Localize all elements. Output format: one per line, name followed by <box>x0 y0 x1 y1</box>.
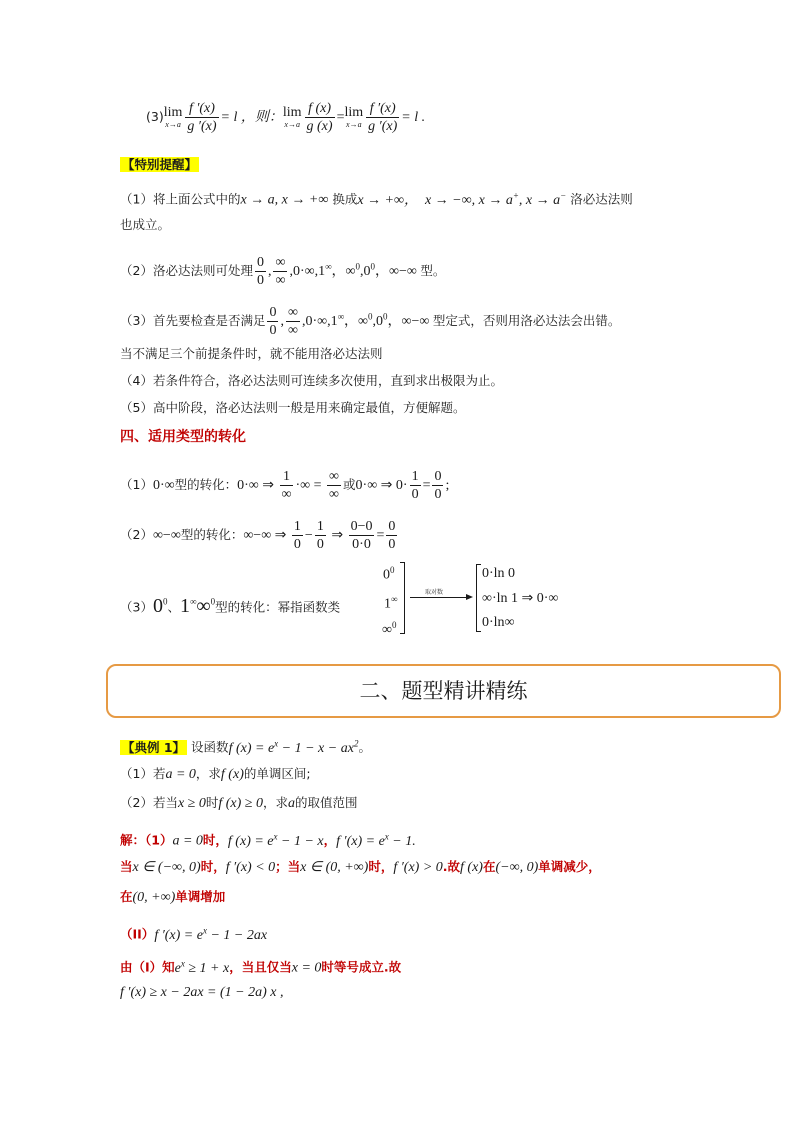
solution-text: 时， <box>200 859 226 874</box>
question-2: （2）若当x ≥ 0时f (x) ≥ 0，求a的取值范围 <box>120 795 358 811</box>
question-text: 的单调区间; <box>243 766 311 781</box>
section-banner: 二、题型精讲精练 <box>106 664 781 718</box>
solution-text: 时等号成立.故 <box>321 959 402 975</box>
fraction: $\frac{f '(x)}{g '(x)}$ <box>368 101 398 134</box>
special-note-label <box>120 156 199 174</box>
case-inf-ln1: ∞·ln 1 ⇒ 0·∞ <box>482 591 559 606</box>
note-text: （2）洛必达法则可处理 <box>120 263 253 278</box>
question-1: （1）若a = 0，求f (x)的单调区间; <box>120 766 311 782</box>
case-0-ln0: 0·ln 0 <box>482 566 516 581</box>
arrow-right-icon <box>466 594 473 600</box>
limit-symbol: lim x→a <box>344 105 364 129</box>
arrow-label: 取对数 <box>425 589 444 596</box>
note-item-2: （2）洛必达法则可处理 $\frac{0}{0}$ , $\frac{\infty}{\infty}$ ,0·∞,1∞，$\infty^0,0^0$，∞−∞ 型。 <box>120 255 446 288</box>
item-number: (3) <box>146 109 164 124</box>
arrow-line <box>410 597 468 598</box>
transform-3: $(3)0^0$、1∞∞$^0$型的转化：幂指函数类 <box>120 594 341 617</box>
solution-text: ；当 <box>275 859 301 874</box>
note-text: 换成 <box>332 191 358 207</box>
solution-line-1: 解：（1）a = 0时，f $(x) = e^x - 1 - x$，f $'(x) = e^x - 1$. <box>120 831 416 849</box>
solution-text: 时， <box>202 832 228 848</box>
example-text: 设函数 <box>191 739 229 755</box>
solution-text: 解：（1） <box>120 832 173 848</box>
note-line-4: 当不满足三个前提条件时，就不能用洛必达法则 <box>120 346 383 361</box>
note-text: （1）将上面公式中的 <box>120 191 241 207</box>
note-item-5: （5）高中阶段，洛必达法则一般是用来确定最值，方便解题。 <box>120 400 466 415</box>
limit-symbol: lim x→a <box>163 105 183 129</box>
question-text: ，求 <box>263 795 289 810</box>
solution-line-6: f ′(x) ≥ x − 2ax = (1 − 2a) x , <box>120 985 284 1000</box>
solution-line-5: 由（I）知$e^x \ge 1 + x$，当且仅当x = 0时等号成立.故 <box>120 958 402 976</box>
transform-text: 型的转化：幂指函数类 <box>215 599 341 615</box>
lhopital-rule-3 <box>146 100 425 135</box>
highlight-label: 【特别提醒】 <box>122 157 198 172</box>
item-number: （1） <box>120 477 153 492</box>
type-zero-power-zero: $0^0$ <box>383 565 395 583</box>
fraction: $\frac{f '(x)}{g '(x)}$ <box>187 101 217 134</box>
solution-text: 时， <box>368 859 394 874</box>
question-text: 时 <box>205 795 219 810</box>
note-text: （3）首先要检查是否满足 <box>120 313 266 328</box>
note-item-1-cont: 也成立。 <box>120 217 171 232</box>
transform-text: 型的转化： <box>174 477 238 492</box>
type-inf-power-zero: ∞$^0$ <box>382 620 397 638</box>
note-text: 洛必达法则 <box>570 191 633 207</box>
equals-sign: = <box>336 110 345 125</box>
section-heading: 四、适用类型的转化 <box>120 429 246 445</box>
solution-text: （II） <box>120 926 155 942</box>
transform-text: 或 <box>343 477 356 492</box>
note-text: 型定式，否则用洛必达法会出错。 <box>432 313 621 328</box>
type-one-power-inf: 1∞ <box>384 594 398 612</box>
solution-line-4: （II）f $'(x) = e^x - 1 - 2ax$ <box>120 925 268 943</box>
transform-1: （1）0·∞型的转化：0·∞ ⇒ $\frac{1}{\infty}$ ·∞ = $\frac{\infty}{\infty}$ 或0·∞ ⇒ 0· $\frac{1}{0}$ = $\frac{0}{0}$ ; <box>120 469 450 502</box>
item-number: （2） <box>120 527 153 542</box>
limit-symbol: lim x→a <box>282 105 302 129</box>
example-label: 【典例 1】 <box>122 739 186 755</box>
solution-text: 在 <box>482 859 496 874</box>
question-text: ，求 <box>195 766 221 781</box>
solution-text: 在 <box>120 889 133 904</box>
formula-text: = l ，则： <box>220 110 283 125</box>
solution-line-3: 在(0, +∞)单调增加 <box>120 889 226 905</box>
item-number: （3） <box>120 599 153 615</box>
case-0-lninf: 0·ln∞ <box>482 615 515 630</box>
solution-text: 单调增加 <box>175 889 226 904</box>
solution-text: 当 <box>120 859 133 874</box>
fraction: $\frac{f (x)}{g (x)}$ <box>306 101 333 134</box>
solution-text: 由（I）知 <box>120 959 175 975</box>
left-brace <box>476 564 481 632</box>
solution-line-2: 当x ∈ (−∞, 0)时，f ′(x) < 0；当x ∈ (0, +∞)时，f ′(x) > 0.故f (x)在(−∞, 0)单调减少， <box>120 859 601 875</box>
transform-text: 型的转化： <box>180 527 244 542</box>
note-item-4: （4）若条件符合，洛必达法则可连续多次使用，直到求出极限为止。 <box>120 373 503 388</box>
solution-text: ，当且仅当 <box>229 959 292 975</box>
question-text: （1）若 <box>120 766 166 781</box>
solution-text: .故 <box>442 859 461 874</box>
note-item-3: （3）首先要检查是否满足 $\frac{0}{0}$ , $\frac{\infty}{\infty}$ ,0·∞,1∞，$\infty^0,0^0$，∞−∞ 型定式，否则用洛必达法会出错。 <box>120 305 621 338</box>
right-brace <box>400 562 405 634</box>
note-text: 型。 <box>420 263 446 278</box>
solution-text: 单调减少， <box>538 859 601 874</box>
example-stem: 【典例 1】 设函数f $(x) = e^x - 1 - x - ax^2$。 <box>122 738 371 756</box>
question-text: （2）若当 <box>120 795 178 810</box>
formula-text: = l . <box>401 110 426 125</box>
question-text: 的取值范围 <box>295 795 358 810</box>
note-item-1: （1）将上面公式中的x → a, x → +∞ 换成x → +∞， x → −∞, x → a+, x → a− 洛必达法则 <box>120 190 633 208</box>
transform-2: （2）∞−∞型的转化：∞−∞ ⇒ $\frac{1}{0}$ − $\frac{1}{0}$ ⇒ $\frac{0-0}{0\cdot 0}$ = $\frac{0}{0}$ <box>120 519 396 552</box>
